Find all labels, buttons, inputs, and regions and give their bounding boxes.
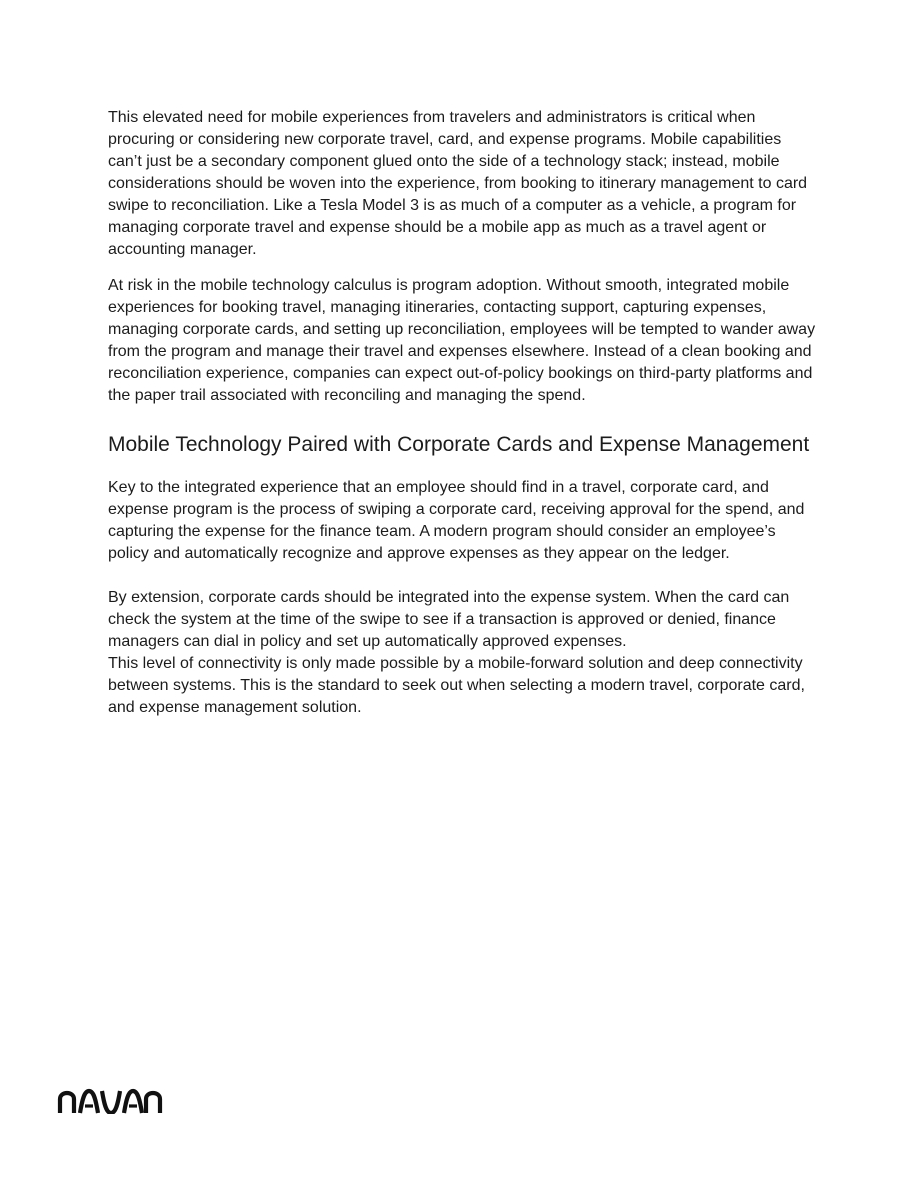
document-body xyxy=(108,107,818,719)
section-paragraph-card-integration: By extension, corporate cards should be integrated into the expense system. When the card can check the system at the time of the swipe to see if a transaction is approved or denied, finance managers can dial in policy and set up automatically approved expenses. xyxy=(108,589,790,650)
navan-logo xyxy=(57,1086,163,1114)
section-paragraph-integrated-experience: Key to the integrated experience that an employee should find in a travel, corporate card, and expense program is the process of swiping a corporate card, receiving approval for the spend, and capturing the expense for the finance team. A modern program should consider an employee’s policy and automatically recognize and approve expenses as they appear on the ledger. xyxy=(108,479,805,562)
section-paragraph-connectivity: This level of connectivity is only made possible by a mobile-forward solution and deep connectivity between systems. This is the standard to seek out when selecting a modern travel, corporate card, and expense management solution. xyxy=(108,655,805,716)
intro-paragraph-program-adoption: At risk in the mobile technology calculus is program adoption. Without smooth, integrated mobile experiences for booking travel, managing itineraries, contacting support, capturing expenses, managing corporate cards, and setting up reconciliation, employees will be tempted to wander away from the program and manage their travel and expenses elsewhere. Instead of a clean booking and reconciliation experience, companies can expect out-of-policy bookings on third-party platforms and the paper trail associated with reconciling and managing the spend. xyxy=(108,277,816,404)
intro-paragraph-mobile-need: This elevated need for mobile experiences from travelers and administrators is critical when procuring or considering new corporate travel, card, and expense programs. Mobile capabilities can’t just be a secondary component glued onto the side of a technology stack; instead, mobile considerations should be woven into the experience, from booking to itinerary management to card swipe to reconciliation. Like a Tesla Model 3 is as much of a computer as a vehicle, a program for managing corporate travel and expense should be a mobile app as much as a travel agent or accounting manager. xyxy=(108,109,808,258)
section-heading: Mobile Technology Paired with Corporate Cards and Expense Management xyxy=(108,433,810,456)
